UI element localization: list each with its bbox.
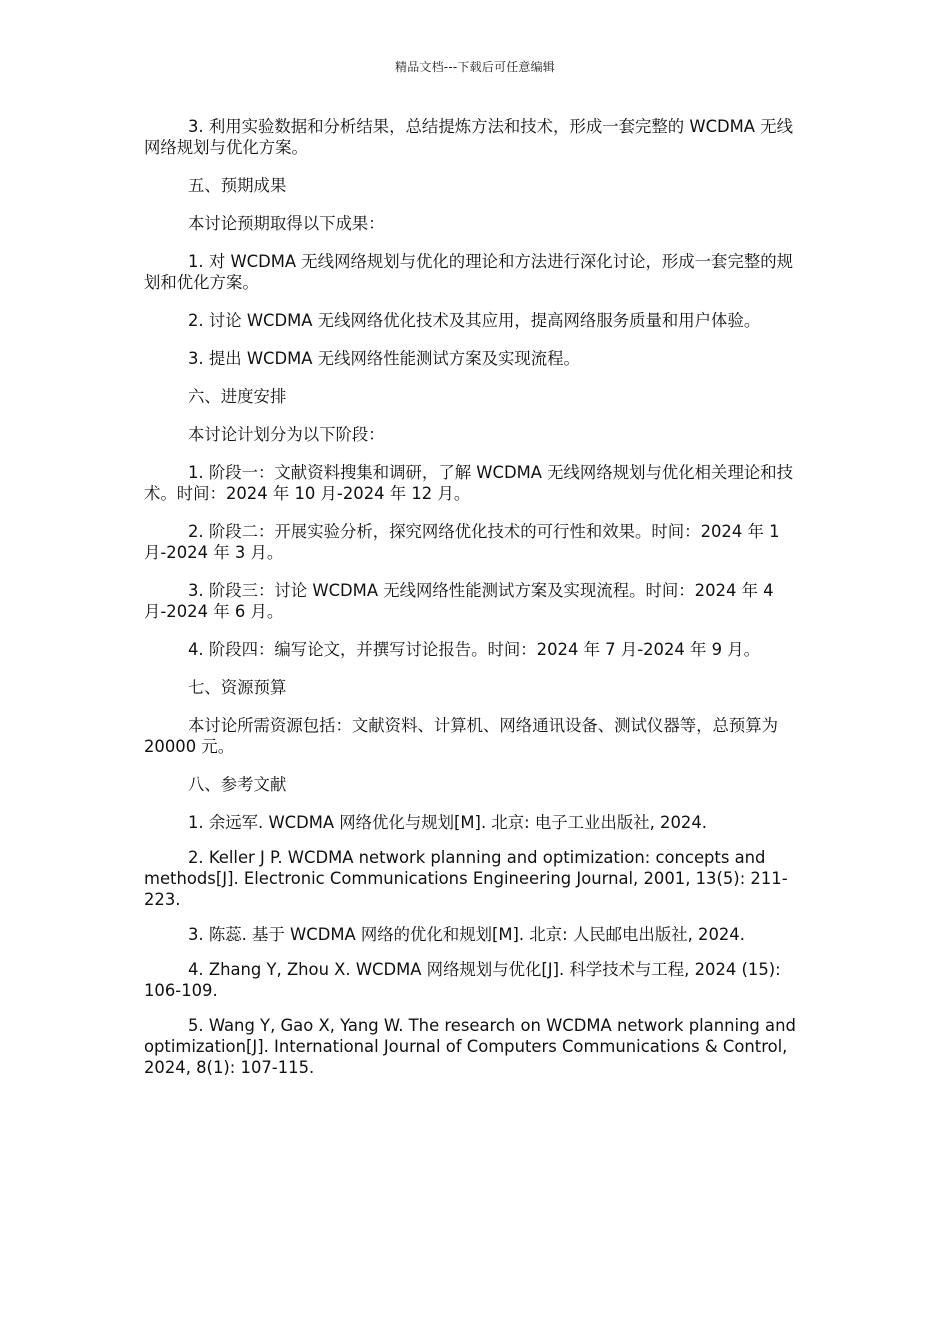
para-method-3: 3. 利用实验数据和分析结果，总结提炼方法和技术，形成一套完整的 WCDMA 无线网络规划与优化方案。	[144, 117, 794, 157]
reference-5: 5. Wang Y, Gao X, Yang W. The research on WCDMA network planning and optimization[J]. International Journal of Computers Communications & Control, 2024, 8(1): 107-115.	[144, 1016, 796, 1077]
heading-references: 八、参考文献	[188, 775, 287, 794]
document-body	[144, 116, 806, 1092]
para-schedule-1: 1. 阶段一：文献资料搜集和调研，了解 WCDMA 无线网络规划与优化相关理论和技术。时间：2024 年 10 月-2024 年 12 月。	[144, 463, 794, 503]
para-schedule-2: 2. 阶段二：开展实验分析，探究网络优化技术的可行性和效果。时间：2024 年 1 月-2024 年 3 月。	[144, 522, 780, 562]
para-expected-3: 3. 提出 WCDMA 无线网络性能测试方案及实现流程。	[188, 349, 580, 368]
heading-budget: 七、资源预算	[188, 678, 287, 697]
para-expected-1: 1. 对 WCDMA 无线网络规划与优化的理论和方法进行深化讨论，形成一套完整的规划和优化方案。	[144, 252, 794, 292]
para-schedule-4: 4. 阶段四：编写论文，并撰写讨论报告。时间：2024 年 7 月-2024 年 9 月。	[188, 640, 761, 659]
reference-1: 1. 余远军. WCDMA 网络优化与规划[M]. 北京: 电子工业出版社, 2024.	[188, 813, 707, 832]
reference-3: 3. 陈蕊. 基于 WCDMA 网络的优化和规划[M]. 北京: 人民邮电出版社, 2024.	[188, 925, 745, 944]
reference-4: 4. Zhang Y, Zhou X. WCDMA 网络规划与优化[J]. 科学技术与工程, 2024 (15): 106-109.	[144, 960, 781, 1000]
para-expected-intro: 本讨论预期取得以下成果：	[188, 214, 385, 233]
page-header: 精品文档---下载后可任意编辑	[395, 60, 555, 74]
para-budget: 本讨论所需资源包括：文献资料、计算机、网络通讯设备、测试仪器等，总预算为 20000 元。	[144, 716, 779, 756]
para-schedule-intro: 本讨论计划分为以下阶段：	[188, 425, 385, 444]
heading-expected-results: 五、预期成果	[188, 176, 287, 195]
heading-schedule: 六、进度安排	[188, 387, 287, 406]
para-schedule-3: 3. 阶段三：讨论 WCDMA 无线网络性能测试方案及实现流程。时间：2024 年 4 月-2024 年 6 月。	[144, 581, 774, 621]
para-expected-2: 2. 讨论 WCDMA 无线网络优化技术及其应用，提高网络服务质量和用户体验。	[188, 311, 761, 330]
reference-2: 2. Keller J P. WCDMA network planning and optimization: concepts and methods[J]. Electronic Communications Engineering Journal, 2001, 13(5): 211-223.	[144, 848, 788, 909]
